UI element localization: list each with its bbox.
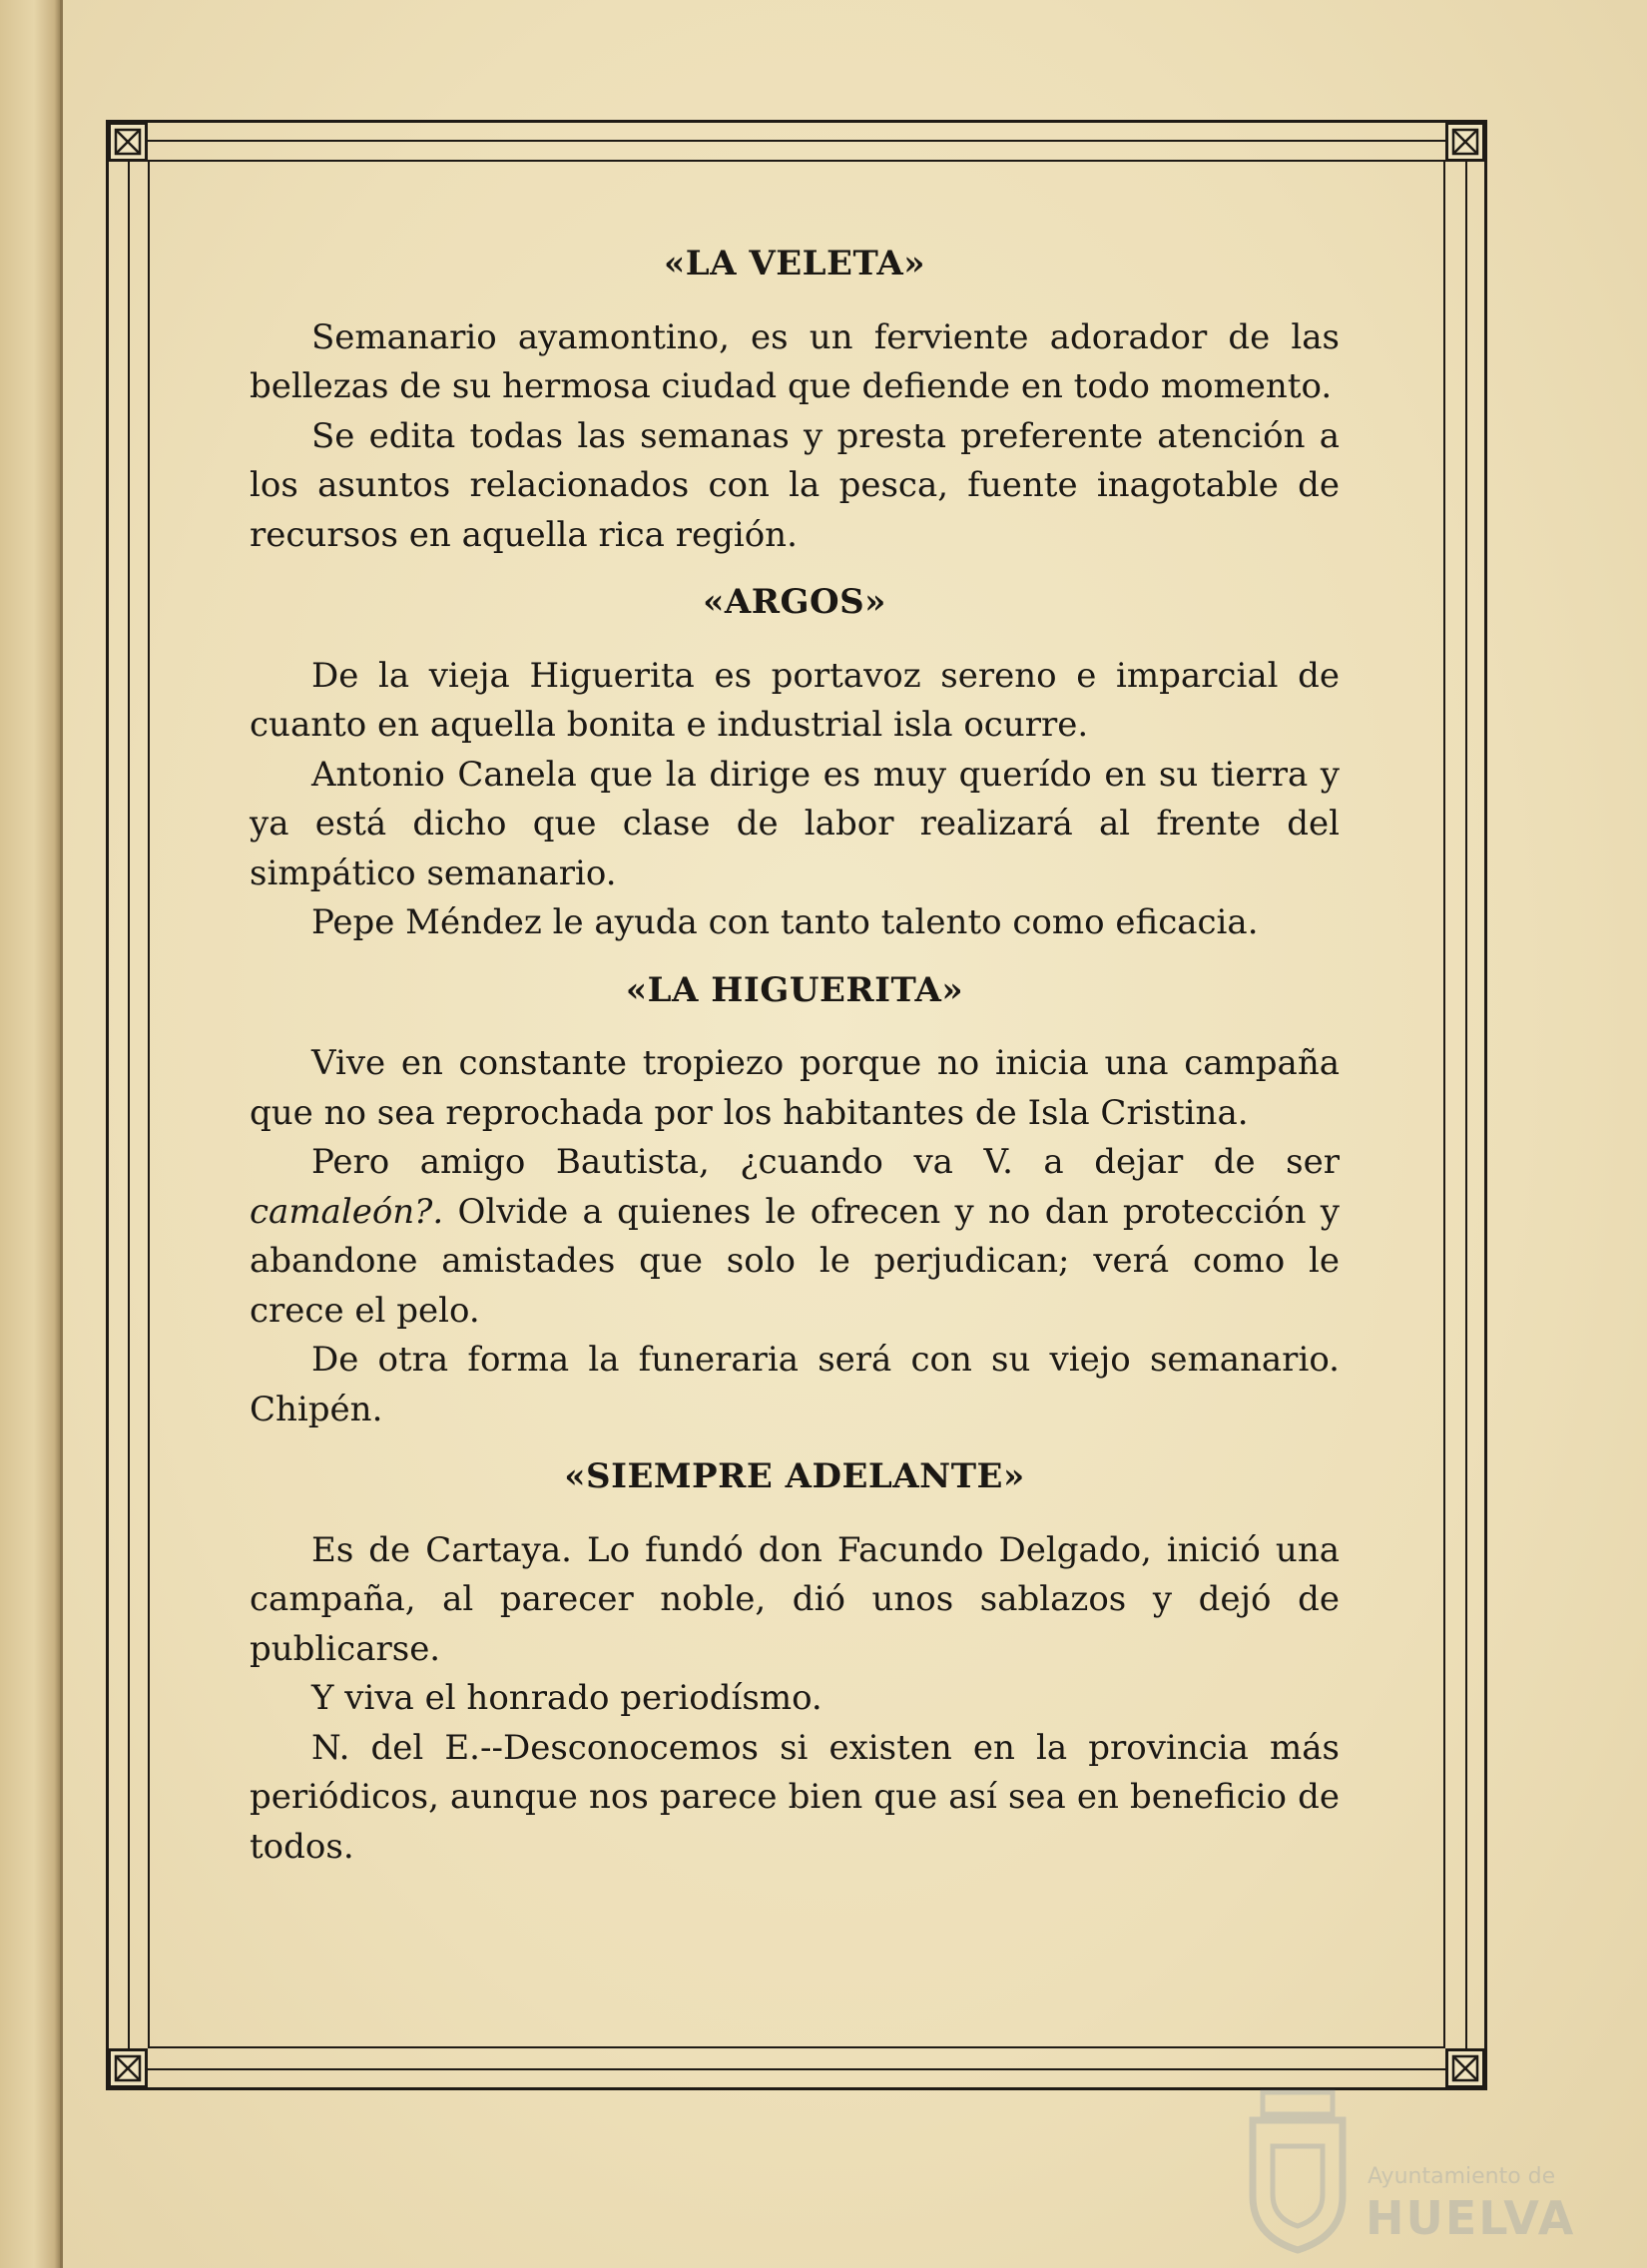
- paragraph: Es de Cartaya. Lo fundó don Facundo Delgado, inició una campaña, al parecer noble, dió unos sablazos y dejó de publicarse.: [250, 1529, 1340, 1669]
- italic-word: camaleón?.: [250, 1191, 444, 1232]
- section-heading: «LA VELETA»: [663, 244, 926, 284]
- corner-ornament-bottom-left: [108, 2048, 148, 2088]
- paragraph: De otra forma la funeraria será con su viejo semanario. Chipén.: [250, 1340, 1340, 1429]
- paragraph: Y viva el honrado periodísmo.: [311, 1678, 823, 1718]
- frame-rule-top: [148, 140, 1445, 142]
- paragraph: Pero amigo Bautista, ¿cuando va V. a dejar de ser camaleón?. Olvide a quienes le ofrecen y no dan protección y abandone amistades que solo le perjudican; verá como le crece el pelo.: [250, 1142, 1340, 1331]
- watermark-caption: Ayuntamiento de: [1368, 2164, 1556, 2189]
- corner-ornament-bottom-right: [1445, 2048, 1485, 2088]
- paragraph: N. del E.--Desconocemos si existen en la provincia más periódicos, aunque nos parece bien que así sea en beneficio de todos.: [250, 1727, 1340, 1867]
- book-binding-edge: [0, 0, 62, 2268]
- binding-shadow-line: [60, 0, 63, 2268]
- frame-rule-bottom: [148, 2068, 1445, 2070]
- paragraph: Vive en constante tropiezo porque no inicia una campaña que no sea reprochada por los habitantes de Isla Cristina.: [250, 1043, 1340, 1133]
- corner-ornament-top-left: [108, 122, 148, 162]
- city-shield-icon: [1233, 2086, 1363, 2256]
- section-heading: «ARGOS»: [703, 582, 886, 622]
- section-argos: [250, 578, 1340, 948]
- frame-rule-left: [128, 160, 130, 2048]
- paragraph: Se edita todas las semanas y presta preferente atención a los asuntos relacionados con la pesca, fuente inagotable de recursos en aquella rica región.: [250, 415, 1340, 555]
- section-la-higuerita: [250, 966, 1340, 1435]
- watermark-name: HUELVA: [1366, 2191, 1576, 2245]
- paragraph: Pepe Méndez le ayuda con tanto talento como eficacia.: [311, 902, 1259, 942]
- archive-watermark: [1233, 2086, 1576, 2256]
- section-siempre-adelante: [250, 1452, 1340, 1872]
- section-la-veleta: [250, 240, 1340, 560]
- section-heading: «LA HIGUERITA»: [625, 969, 964, 1010]
- paragraph: Semanario ayamontino, es un ferviente adorador de las bellezas de su hermosa ciudad que defiende en todo momento.: [250, 316, 1340, 406]
- corner-ornament-top-right: [1445, 122, 1485, 162]
- frame-rule-right: [1465, 160, 1467, 2048]
- paragraph: De la vieja Higuerita es portavoz sereno e imparcial de cuanto en aquella bonita e industrial isla ocurre.: [250, 655, 1340, 745]
- section-heading: «SIEMPRE ADELANTE»: [564, 1456, 1025, 1496]
- article-body: [250, 240, 1340, 1872]
- paragraph: Antonio Canela que la dirige es muy querído en su tierra y ya está dicho que clase de labor realizará al frente del simpático semanario.: [250, 754, 1340, 893]
